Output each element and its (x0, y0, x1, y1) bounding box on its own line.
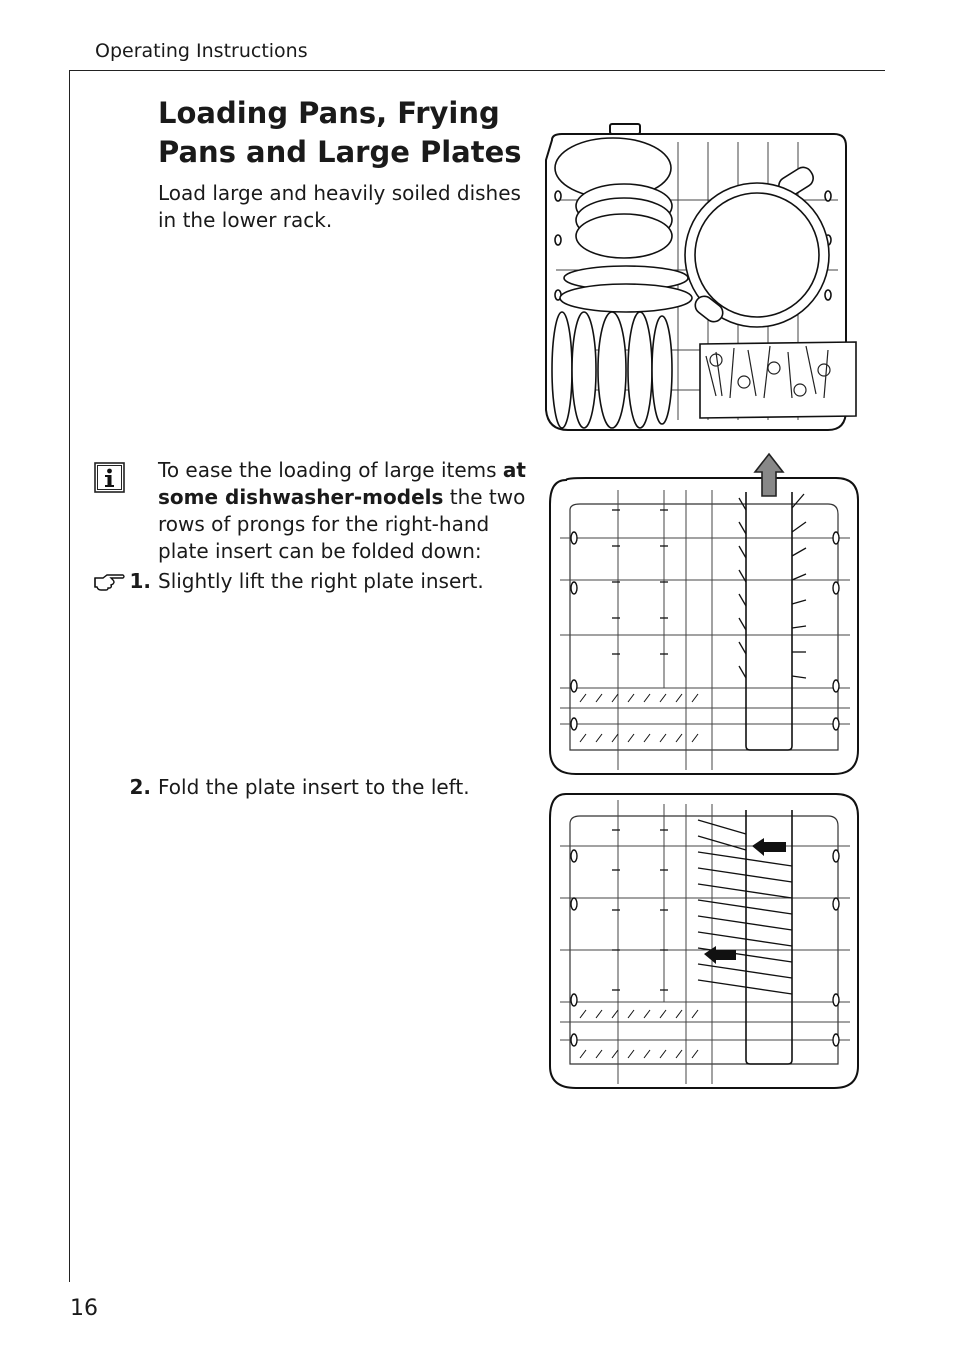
step-2-text: Fold the plate insert to the left. (158, 775, 470, 799)
left-arrow-icon (704, 946, 736, 964)
info-note (158, 457, 528, 565)
left-rule (69, 70, 70, 1282)
step-1 (129, 568, 484, 595)
pointing-hand-icon (93, 572, 127, 592)
step-2 (129, 774, 470, 801)
step-1-number: 1. (129, 569, 151, 593)
loaded-rack-illustration (538, 120, 866, 436)
left-arrow-icon (752, 838, 786, 856)
note-text-after: the two rows of prongs for the right-hand plate insert can be folded down: (158, 485, 526, 563)
step-2-number: 2. (129, 775, 151, 799)
top-rule (69, 70, 885, 71)
fold-insert-illustration (546, 790, 860, 1090)
step-1-text: Slightly lift the right plate insert. (158, 569, 484, 593)
intro-text: Load large and heavily soiled dishes in the lower rack. (158, 181, 521, 232)
note-text-bold: at some dishwasher-models (158, 458, 526, 509)
page-title: Loading Pans, Frying Pans and Large Plates (158, 96, 522, 169)
up-arrow-icon (755, 454, 783, 496)
info-icon (94, 462, 125, 493)
lift-insert-illustration (546, 450, 860, 778)
page-number: 16 (70, 1296, 98, 1321)
note-text-before: To ease the loading of large items (158, 458, 503, 482)
running-header: Operating Instructions (95, 40, 308, 62)
